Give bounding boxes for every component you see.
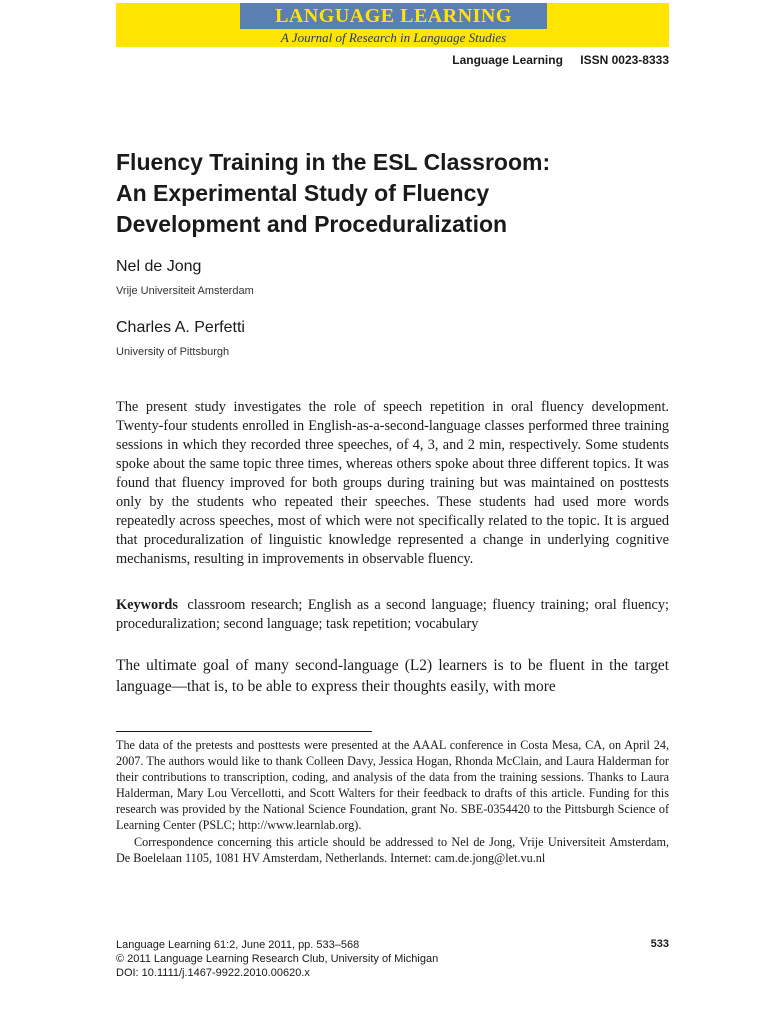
journal-title: LANGUAGE LEARNING: [275, 5, 512, 27]
keywords-label: Keywords: [116, 597, 178, 613]
author-name: Charles A. Perfetti: [116, 319, 245, 336]
title-line: An Experimental Study of Fluency: [116, 180, 490, 206]
footnote-acknowledgments: The data of the pretests and posttests were presented at the AAAL conference in Costa Mesa, CA, on April 24, 2007. The authors would like to thank Colleen Davy, Jessica Hogan, Rhonda McClain, and Laura Halderman for their contributions to transcription, coding, and analysis of the data from the training sessions. Thanks to Laura Halderman, Mary Lou Vercellotti, and Scott Walters for their feedback to drafts of this article. Funding for this research was provided by the National Science Foundation, grant No. SBE-0354420 to the Pittsburgh Science of Learning Center (PSLC; http://www.learnlab.org).: [116, 738, 669, 833]
intro-paragraph: The ultimate goal of many second-language (L2) learners is to be fluent in the target language—that is, to be able to express their thoughts easily, with more: [116, 657, 669, 695]
article-title: [116, 147, 676, 240]
issn: ISSN 0023-8333: [580, 53, 669, 67]
keywords-text: classroom research; English as a second language; fluency training; oral fluency; proceduralization; second language; task repetition; vocabulary: [116, 597, 669, 632]
journal-banner: [116, 3, 669, 47]
author-name: Nel de Jong: [116, 258, 202, 275]
footer-copyright: © 2011 Language Learning Research Club, University of Michigan: [116, 953, 439, 965]
journal-subtitle: A Journal of Research in Language Studies: [280, 30, 507, 45]
title-line: Development and Proceduralization: [116, 211, 508, 237]
footer-citation: Language Learning 61:2, June 2011, pp. 533–568: [116, 939, 360, 951]
journal-issn-line: [452, 53, 669, 67]
page-footer: [116, 938, 438, 980]
journal-title-box: [240, 3, 547, 29]
journal-name: Language Learning: [452, 53, 563, 67]
footnote-correspondence: Correspondence concerning this article should be addressed to Nel de Jong, Vrije Universiteit Amsterdam, De Boelelaan 1105, 1081 HV Amsterdam, Netherlands. Internet: cam.de.jong@let.vu.nl: [116, 834, 669, 865]
footnotes: [116, 737, 669, 866]
abstract: The present study investigates the role of speech repetition in oral fluency development. Twenty-four students enrolled in English-as-a-second-language classes performed three training sessions in which they recorded three speeches, of 4, 3, and 2 min, respectively. Some students spoke about the same topic three times, whereas others spoke about three different topics. It was found that fluency improved for both groups during training but was maintained on posttests only by the students who repeated their speeches. These students had used more words repeatedly across speeches, most of which were not specifically related to the topic. It is argued that proceduralization of linguistic knowledge represented a change in underlying cognitive mechanisms, resulting in improvements in observable fluency.: [116, 399, 669, 567]
author-affiliation: Vrije Universiteit Amsterdam: [116, 285, 254, 297]
author-affiliation: University of Pittsburgh: [116, 346, 230, 358]
footnote-divider: [116, 731, 372, 732]
page-number: 533: [650, 938, 669, 950]
keywords: [116, 596, 669, 634]
footer-doi: DOI: 10.1111/j.1467-9922.2010.00620.x: [116, 967, 310, 979]
title-line: Fluency Training in the ESL Classroom:: [116, 149, 551, 175]
